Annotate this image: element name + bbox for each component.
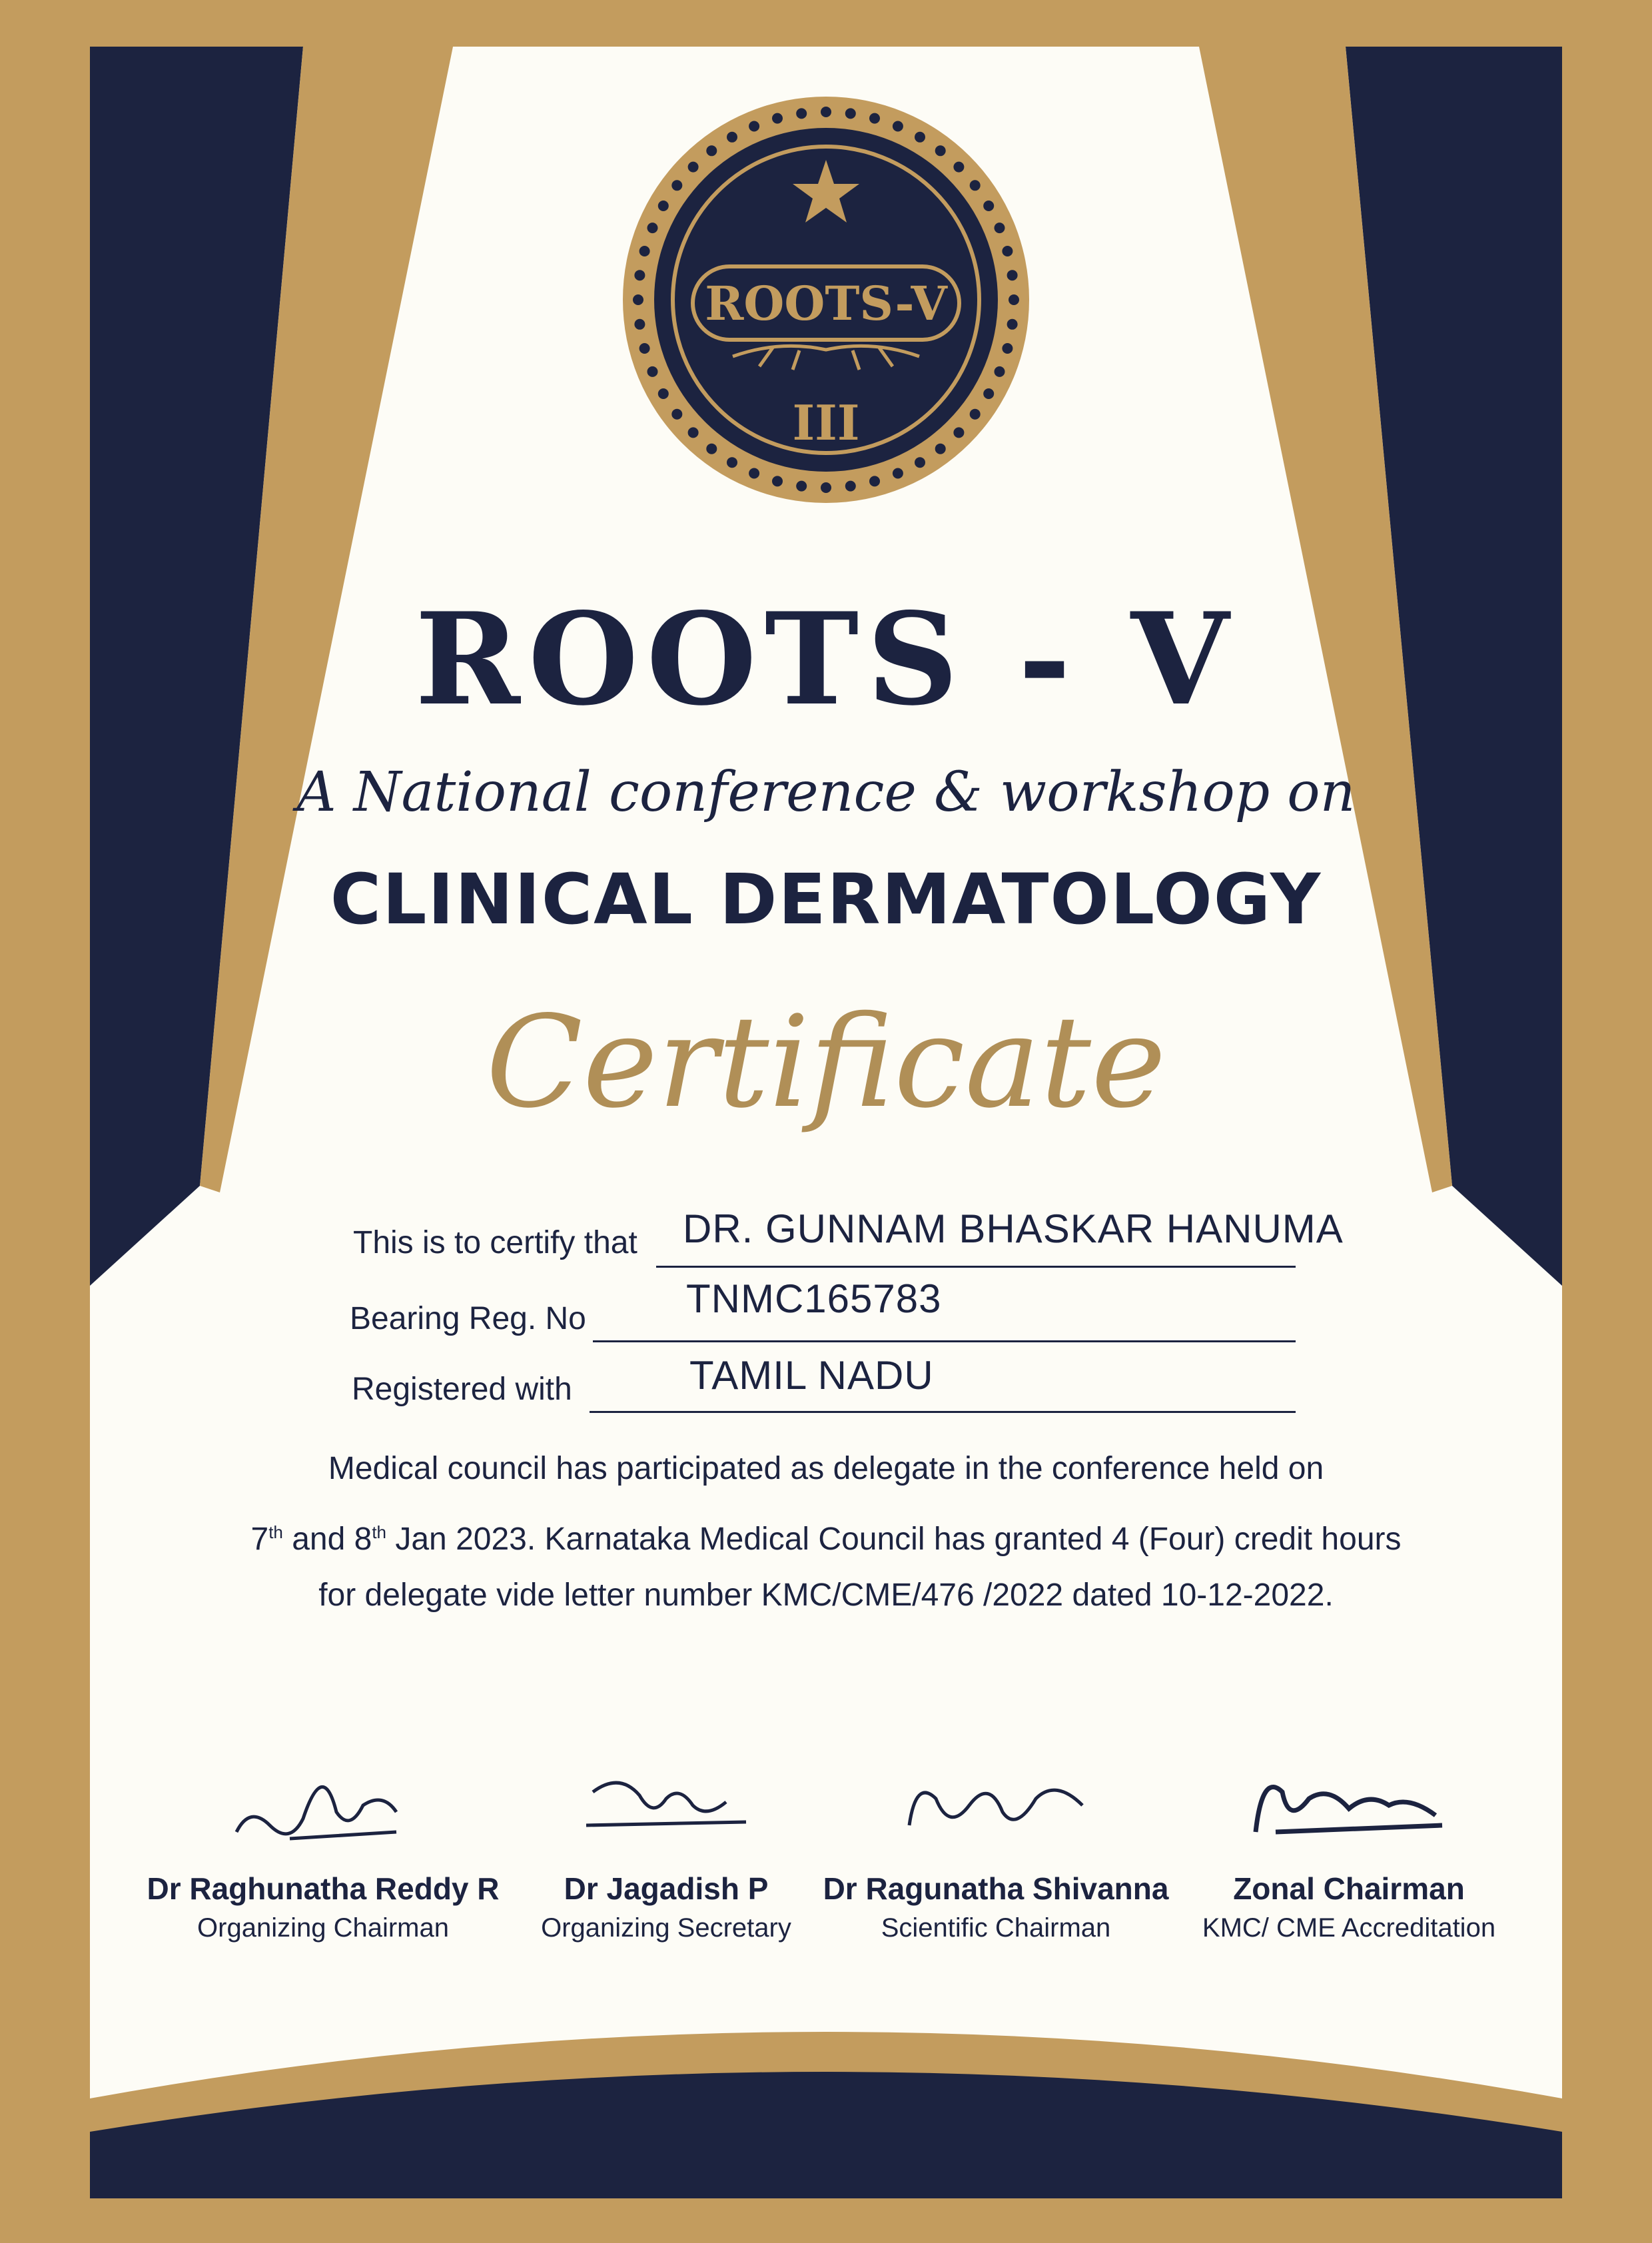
ring-star-icon [983, 201, 994, 211]
signatory-3-role: Scientific Chairman [881, 1913, 1111, 1943]
ring-star-icon [688, 162, 699, 173]
registered-underline [590, 1411, 1296, 1413]
reg-underline [593, 1340, 1296, 1342]
signatory-4 [1162, 1732, 1535, 1943]
ring-star-icon [658, 388, 669, 399]
ring-star-icon [1002, 343, 1013, 354]
signatory-1-name: Dr Raghunatha Reddy R [147, 1871, 500, 1906]
signature-1 [223, 1732, 423, 1865]
signatory-1-role: Organizing Chairman [197, 1913, 449, 1943]
signatory-4-role: KMC/ CME Accreditation [1202, 1913, 1496, 1943]
ring-star-icon [953, 427, 964, 438]
ring-star-icon [671, 180, 682, 191]
body-day1: 7 [250, 1522, 269, 1557]
body-line-2 [0, 1512, 1652, 1560]
ring-star-icon [796, 108, 807, 119]
registered-label: Registered with [352, 1372, 572, 1407]
ring-star-icon [893, 121, 903, 132]
ring-star-icon [935, 145, 946, 156]
ring-star-icon [893, 468, 903, 479]
reg-row [0, 1276, 1652, 1336]
ring-star-icon [749, 468, 759, 479]
ring-star-icon [727, 132, 737, 143]
signatory-4-name: Zonal Chairman [1233, 1871, 1465, 1906]
ring-star-icon [647, 223, 658, 233]
ring-star-icon [727, 457, 737, 468]
body-and: and 8 [282, 1522, 372, 1557]
body-line-3: for delegate vide letter number KMC/CME/476 /2022 dated 10-12-2022. [318, 1577, 1334, 1613]
ring-star-icon [639, 343, 650, 354]
reg-value: TNMC165783 [686, 1276, 942, 1321]
signature-4 [1236, 1732, 1462, 1865]
ring-star-icon [935, 444, 946, 454]
roots-v-emblem [620, 93, 1032, 506]
certify-value: DR. GUNNAM BHASKAR HANUMA [683, 1206, 1344, 1251]
certify-underline [656, 1266, 1296, 1268]
reg-label: Bearing Reg. No [350, 1301, 586, 1336]
ring-star-icon [706, 444, 717, 454]
certify-label: This is to certify that [353, 1225, 637, 1260]
signatory-1 [137, 1732, 510, 1943]
body-sup1: th [268, 1522, 283, 1542]
ring-star-icon [970, 180, 981, 191]
ring-star-icon [639, 246, 650, 256]
ring-star-icon [647, 366, 658, 377]
ring-star-icon [1007, 270, 1018, 280]
ring-star-icon [633, 294, 643, 305]
ring-star-icon [706, 145, 717, 156]
ring-star-icon [821, 482, 831, 493]
signature-2 [566, 1732, 766, 1865]
ring-star-icon [634, 319, 645, 330]
conference-title: ROOTS - V [414, 585, 1238, 733]
certificate-heading: Certificate [486, 989, 1166, 1136]
signatory-2-name: Dr Jagadish P [564, 1871, 769, 1906]
ring-star-icon [970, 409, 981, 420]
ring-star-icon [821, 107, 831, 117]
registered-row [0, 1352, 1652, 1406]
ring-star-icon [1009, 294, 1019, 305]
ring-star-icon [915, 132, 925, 143]
logo-text: ROOTS-V [705, 276, 947, 331]
ring-star-icon [845, 481, 856, 492]
signatory-2-role: Organizing Secretary [541, 1913, 791, 1943]
ring-star-icon [995, 366, 1005, 377]
registered-value: TAMIL NADU [689, 1353, 934, 1398]
signatory-2 [480, 1732, 853, 1943]
ring-star-icon [915, 457, 925, 468]
ring-star-icon [953, 162, 964, 173]
ring-star-icon [772, 476, 783, 486]
ring-star-icon [869, 113, 880, 124]
logo-numeral: III [792, 394, 860, 451]
ring-star-icon [749, 121, 759, 132]
ring-star-icon [1007, 319, 1018, 330]
ring-star-icon [845, 108, 856, 119]
conference-topic: CLINICAL DERMATOLOGY [330, 859, 1322, 940]
ring-star-icon [796, 481, 807, 492]
signatory-3-name: Dr Ragunatha Shivanna [823, 1871, 1169, 1906]
ring-star-icon [869, 476, 880, 486]
signature-3 [883, 1732, 1109, 1865]
ring-star-icon [688, 427, 699, 438]
ring-star-icon [983, 388, 994, 399]
signatory-3 [809, 1732, 1182, 1943]
ring-star-icon [634, 270, 645, 280]
certify-row [0, 1206, 1652, 1259]
body-rest: Jan 2023. Karnataka Medical Council has granted 4 (Four) credit hours [386, 1522, 1402, 1557]
ring-star-icon [995, 223, 1005, 233]
ring-star-icon [671, 409, 682, 420]
body-line-1: Medical council has participated as delegate in the conference held on [328, 1451, 1324, 1486]
ring-star-icon [772, 113, 783, 124]
ring-star-icon [658, 201, 669, 211]
ring-star-icon [1002, 246, 1013, 256]
body-sup2: th [372, 1522, 387, 1542]
conference-subtitle: A National conference & workshop on [296, 761, 1356, 824]
